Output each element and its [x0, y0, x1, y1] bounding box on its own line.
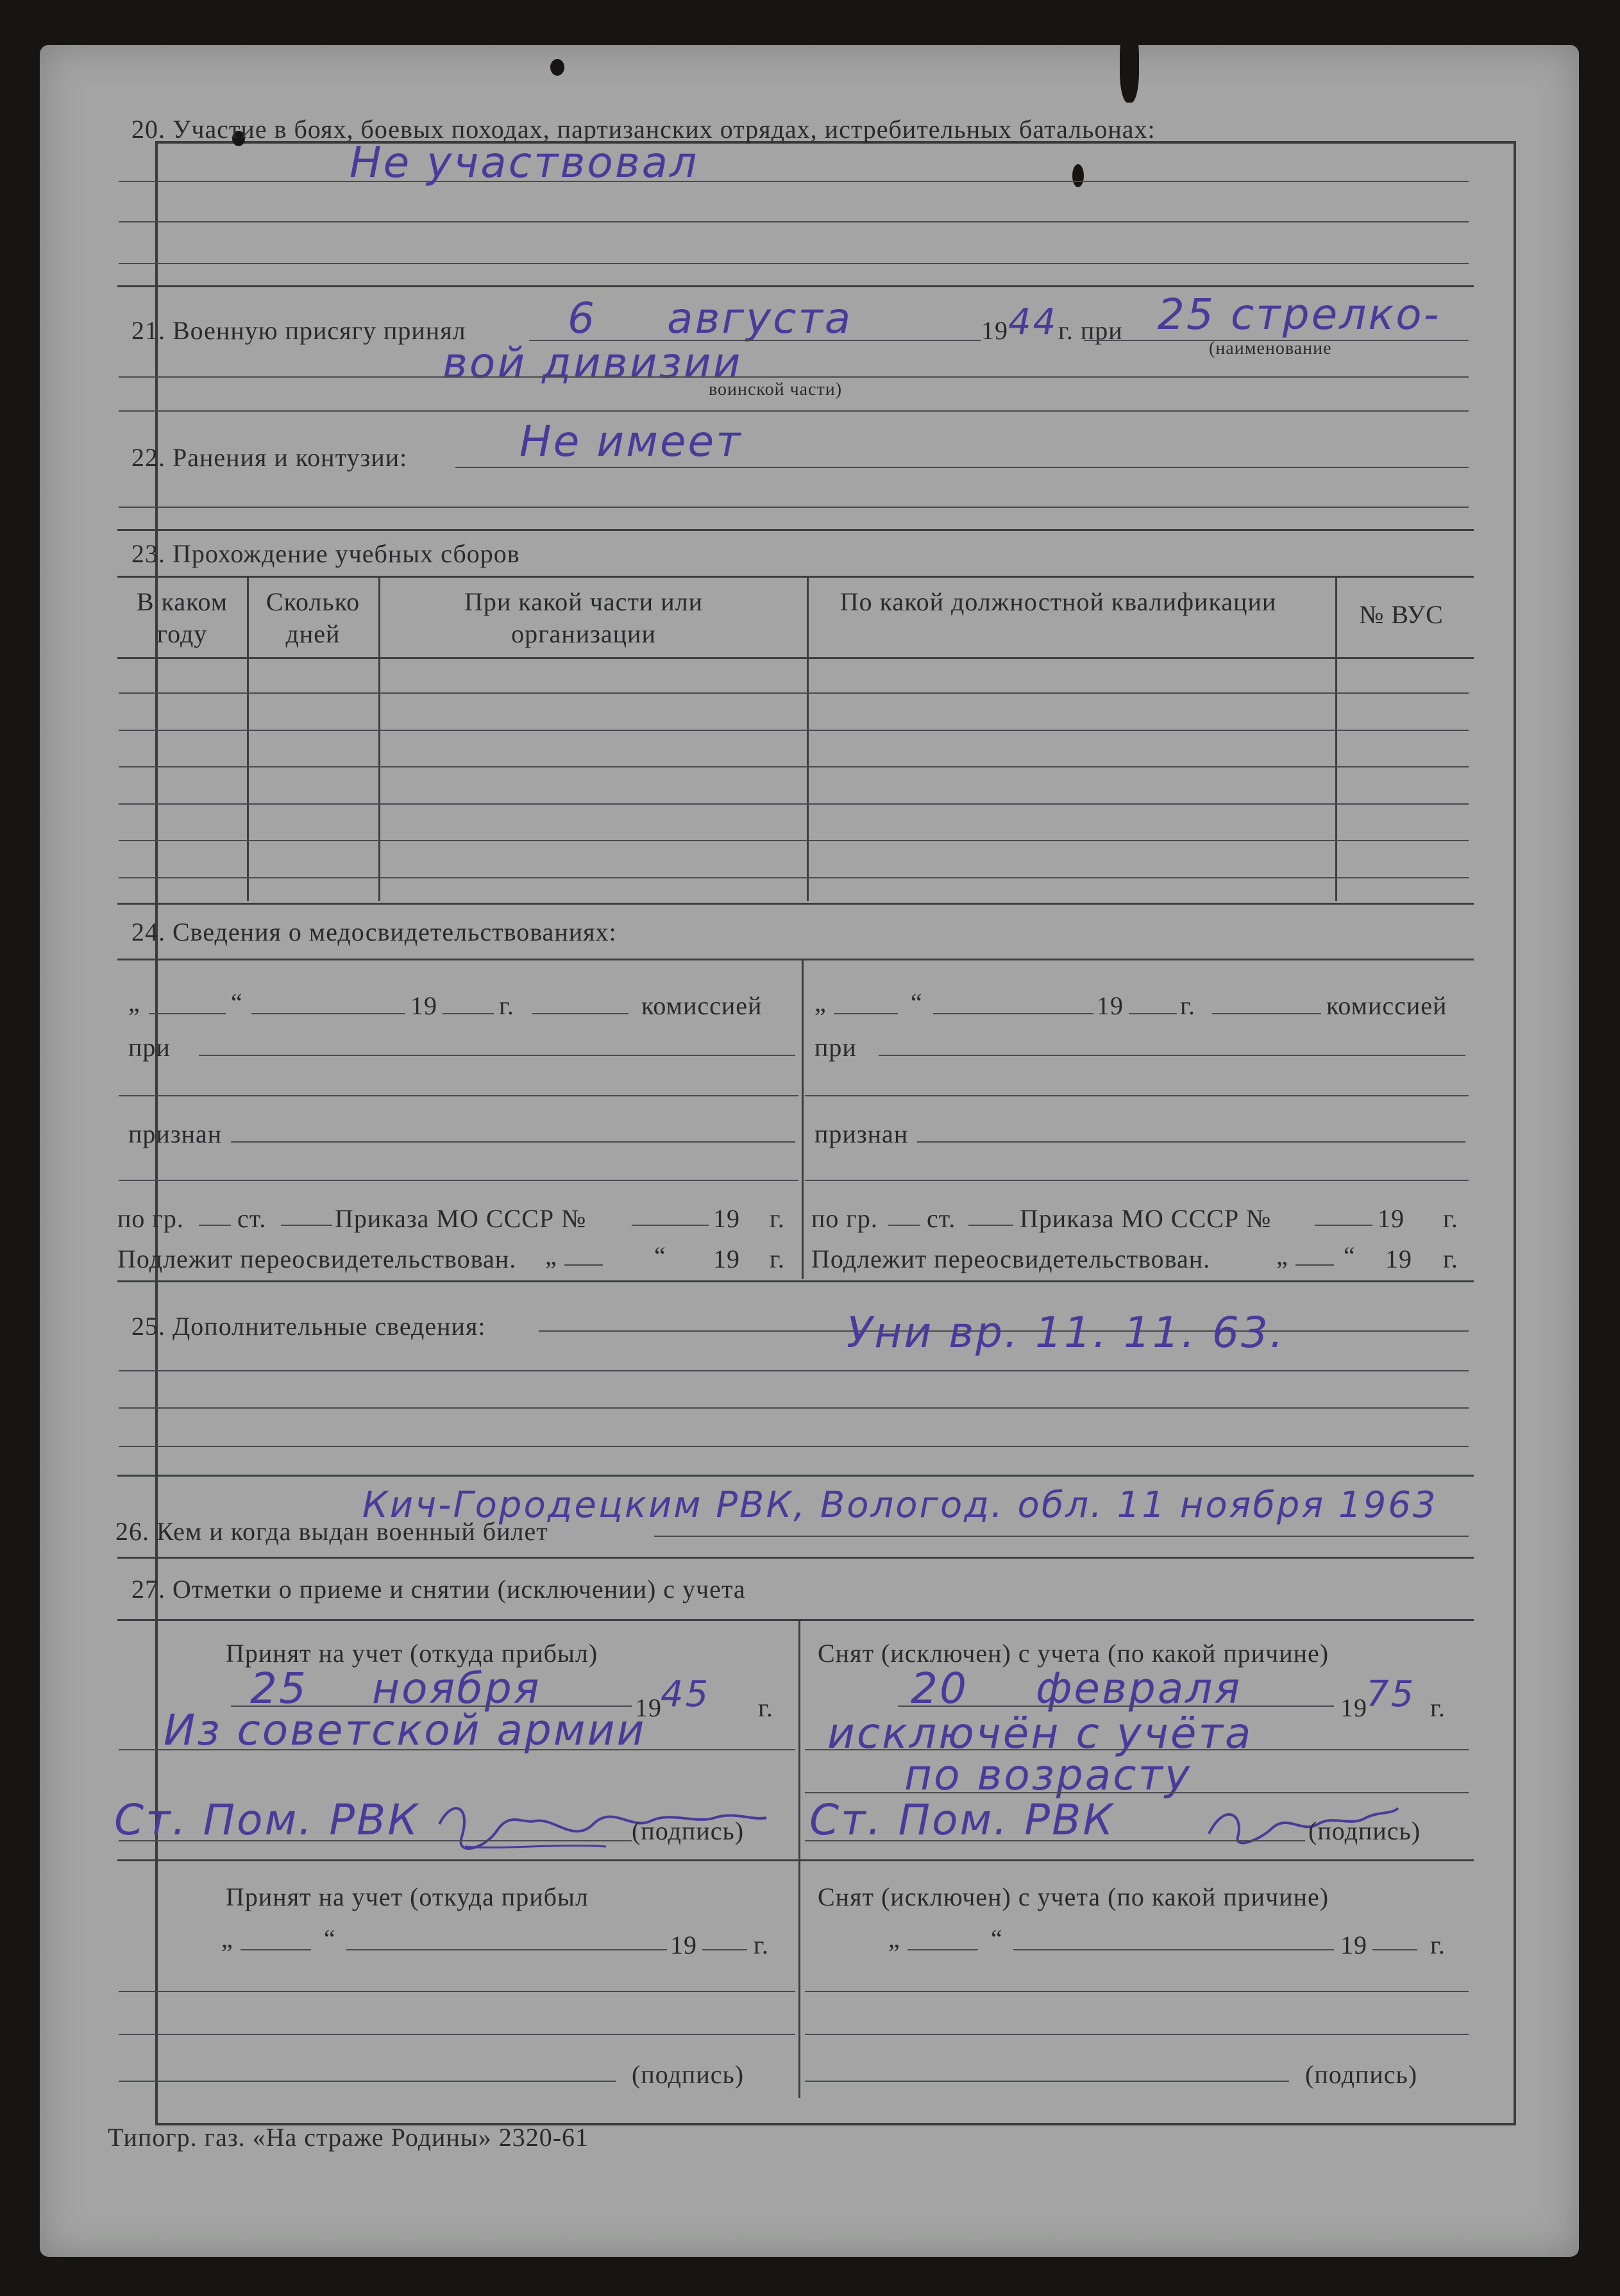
accepted-1-month: ноября [372, 1664, 541, 1713]
removed-1-reason-1: исключён с учёта [827, 1709, 1253, 1758]
accepted-1-day: 25 [250, 1664, 308, 1713]
removed-1-signer: Ст. Пом. РВК [809, 1795, 1115, 1845]
section-20-label: 20. Участие в боях, боевых походах, партизанских отрядах, истребительных батальонах: [131, 115, 1156, 144]
oath-year-suffix: 44 [1008, 301, 1058, 343]
med-right-resurvey: Подлежит переосвидетельствован. [811, 1244, 1211, 1273]
accepted-1-year: 45 [661, 1673, 711, 1715]
med-right-pri: при [814, 1033, 857, 1062]
oath-year-prefix: 19 [981, 316, 1008, 345]
caption-unit: воинской части) [709, 380, 843, 399]
section-24-label: 24. Сведения о медосвидетельствованиях: [131, 918, 617, 946]
removed-1-year: 75 [1366, 1673, 1416, 1715]
oath-g-pri: г. при [1058, 316, 1123, 345]
punch-hole [550, 59, 564, 76]
removed-heading-1: Снят (исключен) с учета (по какой причине) [818, 1639, 1329, 1668]
med-right-quote: „ [814, 988, 827, 1017]
col-vus-header: № ВУС [1359, 600, 1444, 629]
section-23-label: 23. Прохождение учебных сборов [131, 539, 520, 568]
accepted-heading-2: Принят на учет (откуда прибыл [226, 1882, 589, 1911]
med-right-order: по гр. [811, 1204, 878, 1233]
accepted-1-from: Из советской армии [164, 1705, 646, 1755]
section-22-handwritten: Не имеет [519, 417, 743, 466]
section-20-handwritten: Не участвовал [350, 138, 699, 187]
section-25-handwritten: Уни вр. 11. 11. 63. [847, 1308, 1285, 1357]
section-26-label: 26. Кем и когда выдан военный билет [115, 1517, 548, 1546]
col-days-header: Сколько дней [266, 587, 360, 648]
accepted-2-signature-caption: (подпись) [632, 2060, 745, 2089]
oath-month: августа [667, 294, 853, 343]
removed-1-reason-2: по возрасту [904, 1750, 1192, 1800]
section-25-label: 25. Дополнительные сведения: [131, 1312, 486, 1341]
oath-day: 6 [568, 294, 596, 343]
removed-1-day: 20 [911, 1664, 968, 1713]
oath-unit-line1: 25 стрелко- [1158, 290, 1441, 339]
med-left-commission: комиссией [641, 991, 763, 1020]
punch-hole [1072, 164, 1084, 187]
med-left-resurvey: Подлежит переосвидетельствован. [117, 1244, 517, 1273]
removed-2-signature-caption: (подпись) [1305, 2060, 1418, 2089]
med-left-year: 19 [410, 991, 437, 1020]
oath-unit-line2: вой дивизии [443, 339, 743, 388]
punch-hole [1120, 26, 1139, 103]
removed-1-month: февраля [1036, 1664, 1242, 1713]
removed-1-signature-caption: (подпись) [1308, 1816, 1421, 1845]
col-qual-header: По какой должностной квалификации [840, 587, 1277, 616]
med-right-commission: комиссией [1326, 991, 1447, 1020]
removed-heading-2: Снят (исключен) с учета (по какой причине) [818, 1882, 1329, 1911]
med-right-year: 19 [1097, 991, 1124, 1020]
accepted-1-signer: Ст. Пом. РВК [114, 1795, 420, 1845]
printer-footer: Типогр. газ. «На страже Родины» 2320-61 [108, 2123, 589, 2152]
section-22-label: 22. Ранения и контузии: [131, 443, 408, 472]
med-right-priznan: признан [814, 1119, 909, 1148]
med-left-quote: „ [128, 988, 140, 1017]
med-left-priznan: признан [128, 1119, 223, 1148]
section-26-handwritten: Кич-Городецким РВК, Вологод. обл. 11 ноября 1963 [362, 1484, 1438, 1526]
section-27-label: 27. Отметки о приеме и снятии (исключении) с учета [131, 1575, 746, 1604]
caption-name: (наименование [1209, 339, 1332, 358]
med-left-order: по гр. [117, 1204, 184, 1233]
accepted-1-signature-caption: (подпись) [632, 1816, 745, 1845]
col-year-header: В каком году [136, 587, 228, 648]
section-21-label: 21. Военную присягу принял [131, 316, 466, 345]
med-left-pri: при [128, 1033, 171, 1062]
accepted-heading-1: Принят на учет (откуда прибыл) [226, 1639, 598, 1668]
col-unit-header: При какой части или организации [464, 587, 703, 648]
